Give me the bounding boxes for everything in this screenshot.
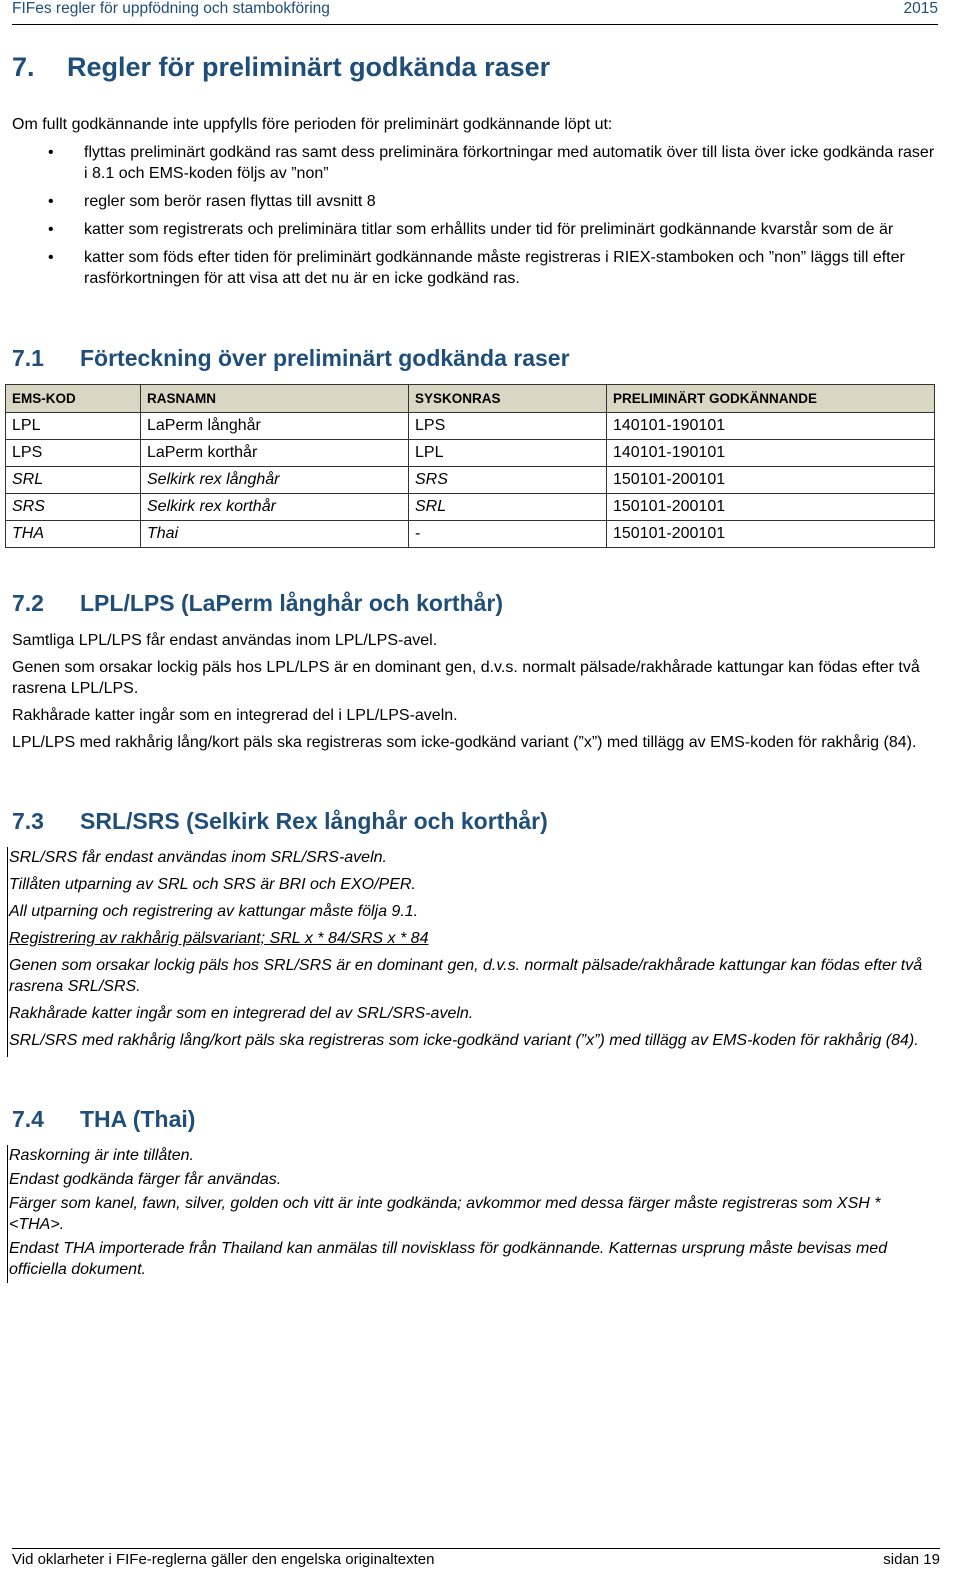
column-header: RASNAMN — [141, 385, 409, 413]
paragraph: Färger som kanel, fawn, silver, golden och vitt är inte godkända; avkommor med dessa färger måste registreras som XSH * <THA>. — [9, 1195, 881, 1233]
paragraph: Raskorning är inte tillåten. — [9, 1147, 194, 1164]
paragraph: Tillåten utparning av SRL och SRS är BRI och EXO/PER. — [9, 876, 416, 893]
table-cell: 150101-200101 — [607, 494, 935, 521]
table-cell: Selkirk rex långhår — [141, 467, 409, 494]
paragraph: Genen som orsakar lockig päls hos LPL/LPS är en dominant gen, d.v.s. normalt pälsade/rakhårade kattungar kan födas efter två rasrena LPL/LPS. — [12, 659, 920, 697]
bullet-item: • katter som föds efter tiden för preliminärt godkännande måste registreras i RIEX-stamboken och ”non” läggs till efter rasförkortningen för att visa att det nu är en icke godkänd ras. — [48, 247, 940, 289]
section-73-heading — [12, 808, 548, 835]
column-header: EMS-KOD — [6, 385, 141, 413]
subsection-number: 7.1 — [12, 345, 44, 371]
section-number: 7. — [12, 52, 35, 82]
paragraph: Rakhårade katter ingår som en integrerad del i LPL/LPS-aveln. — [12, 707, 458, 724]
section-73-body — [7, 847, 940, 1057]
table-cell: SRL — [409, 494, 607, 521]
paragraph: Endast THA importerade från Thailand kan anmälas till novisklass för godkännande. Katternas ursprung måste bevisas med officiella dokument. — [9, 1240, 888, 1278]
table-header-row — [6, 385, 935, 413]
table-row — [6, 467, 935, 494]
paragraph: SRL/SRS med rakhårig lång/kort päls ska registreras som icke-godkänd variant (”x”) med tillägg av EMS-koden för rakhårig (84). — [9, 1032, 919, 1049]
table-cell: SRS — [409, 467, 607, 494]
table-cell: LPL — [6, 413, 141, 440]
section-7-heading — [12, 52, 550, 83]
paragraph: Samtliga LPL/LPS får endast användas inom LPL/LPS-avel. — [12, 632, 438, 649]
table-row — [6, 494, 935, 521]
table-row — [6, 440, 935, 467]
breeds-table — [5, 384, 935, 548]
section-7-bullets — [48, 142, 940, 296]
subsection-title: THA (Thai) — [80, 1106, 196, 1132]
subsection-title: SRL/SRS (Selkirk Rex långhår och korthår) — [80, 808, 548, 834]
column-header: PRELIMINÄRT GODKÄNNANDE — [607, 385, 935, 413]
header-title: FIFes regler för uppfödning och stambokföring — [12, 0, 330, 17]
table-row — [6, 413, 935, 440]
page-header — [12, 0, 938, 25]
table-cell: LPL — [409, 440, 607, 467]
table-cell: Selkirk rex korthår — [141, 494, 409, 521]
section-72-heading — [12, 590, 503, 617]
header-year: 2015 — [903, 0, 938, 17]
table-cell: SRL — [6, 467, 141, 494]
paragraph: Rakhårade katter ingår som en integrerad del av SRL/SRS-aveln. — [9, 1005, 474, 1022]
paragraph: All utparning och registrering av kattungar måste följa 9.1. — [9, 903, 419, 920]
subsection-title: LPL/LPS (LaPerm långhår och korthår) — [80, 590, 504, 616]
paragraph: SRL/SRS får endast användas inom SRL/SRS-aveln. — [9, 849, 387, 866]
section-74-heading — [12, 1106, 195, 1133]
table-cell: 150101-200101 — [607, 467, 935, 494]
bullet-item: • flyttas preliminärt godkänd ras samt dess preliminära förkortningar med automatik över till lista över icke godkända raser i 8.1 och EMS-koden följs av ”non” — [48, 142, 940, 184]
table-cell: 150101-200101 — [607, 521, 935, 548]
table-cell: SRS — [6, 494, 141, 521]
table-row — [6, 521, 935, 548]
paragraph: Registrering av rakhårig pälsvariant; SRL x * 84/SRS x * 84 — [9, 930, 429, 947]
table-cell: THA — [6, 521, 141, 548]
bullet-item: • katter som registrerats och preliminära titlar som erhållits under tid för preliminärt godkännande kvarstår som de är — [48, 219, 940, 240]
subsection-number: 7.4 — [12, 1106, 44, 1132]
table-cell: LaPerm korthår — [141, 440, 409, 467]
paragraph: Genen som orsakar lockig päls hos SRL/SRS är en dominant gen, d.v.s. normalt pälsade/rakhårade kattungar kan födas efter två rasrena SRL/SRS. — [9, 957, 923, 995]
section-72-body — [12, 630, 940, 759]
table-cell: 140101-190101 — [607, 440, 935, 467]
section-74-body — [7, 1145, 940, 1283]
paragraph: LPL/LPS med rakhårig lång/kort päls ska registreras som icke-godkänd variant (”x”) med tillägg av EMS-koden för rakhårig (84). — [12, 734, 917, 751]
table-cell: - — [409, 521, 607, 548]
page-number: sidan 19 — [883, 1551, 940, 1568]
page-footer — [12, 1548, 940, 1577]
subsection-title: Förteckning över preliminärt godkända raser — [80, 345, 570, 371]
table-cell: LaPerm långhår — [141, 413, 409, 440]
subsection-number: 7.3 — [12, 808, 44, 834]
table-cell: LPS — [6, 440, 141, 467]
table-cell: Thai — [141, 521, 409, 548]
section-71-heading — [12, 345, 570, 372]
column-header: SYSKONRAS — [409, 385, 607, 413]
table-cell: LPS — [409, 413, 607, 440]
table-cell: 140101-190101 — [607, 413, 935, 440]
subsection-number: 7.2 — [12, 590, 44, 616]
section-7-intro: Om fullt godkännande inte uppfylls före perioden för preliminärt godkännande löpt ut: — [12, 116, 613, 133]
paragraph: Endast godkända färger får användas. — [9, 1171, 282, 1188]
section-title: Regler för preliminärt godkända raser — [67, 52, 551, 82]
bullet-item: • regler som berör rasen flyttas till avsnitt 8 — [48, 191, 940, 212]
footer-note: Vid oklarheter i FIFe-reglerna gäller den engelska originaltexten — [12, 1551, 435, 1568]
